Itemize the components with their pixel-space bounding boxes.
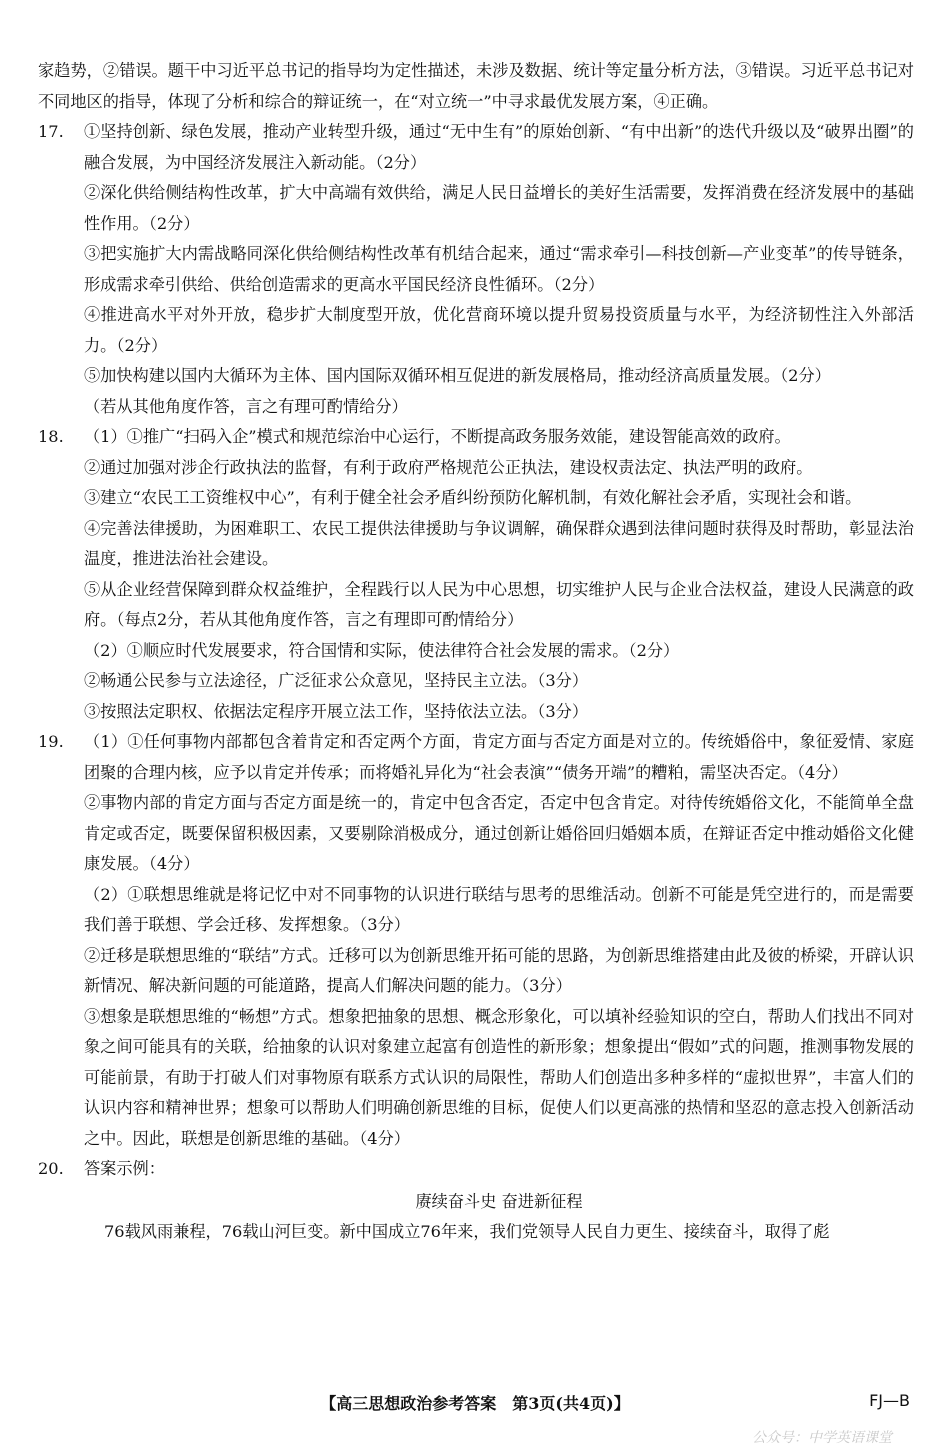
answer-content [38,56,914,1248]
scoring-note: （若从其他角度作答，言之有理可酌情给分） [84,396,408,416]
question-number: 20. [38,1159,64,1178]
answer-item: ②事物内部的肯定方面与否定方面是统一的，肯定中包含否定，否定中包含肯定。对待传统婚俗文化，不能简单全盘肯定或否定，既要保留积极因素，又要剔除消极成分，通过创新让婚俗回归婚姻本质，在辩证否定中推动婚俗文化健康发展。（4分） [84,793,914,873]
question-number: 19. [38,732,64,751]
answer-item: ③按照法定职权、依据法定程序开展立法工作，坚持依法立法。（3分） [84,701,589,721]
question-number: 18. [38,427,64,446]
question-number: 17. [38,122,64,141]
answer-item: ③把实施扩大内需战略同深化供给侧结构性改革有机结合起来，通过“需求牵引—科技创新—产业变革”的传导链条，形成需求牵引供给、供给创造需求的更高水平国民经济良性循环。（2分） [84,244,914,294]
page-footer [0,1391,950,1421]
answer-item: （1）①推广“扫码入企”模式和规范综治中心运行，不断提高政务服务效能，建设智能高效的政府。 [84,427,791,446]
answer-item: ④推进高水平对外开放，稳步扩大制度型开放，优化营商环境以提升贸易投资质量与水平，为经济韧性注入外部活力。（2分） [84,305,914,355]
answer-item: ①坚持创新、绿色发展，推动产业转型升级，通过“无中生有”的原始创新、“有中出新”的迭代升级以及“破界出圈”的融合发展，为中国经济发展注入新动能。（2分） [84,122,914,172]
answer-item: ③建立“农民工工资维权中心”，有利于健全社会矛盾纠纷预防化解机制，有效化解社会矛盾，实现社会和谐。 [84,488,862,507]
question-17 [38,117,914,178]
footer-code: FJ—B [869,1391,910,1410]
answer-item: （2）①联想思维就是将记忆中对不同事物的认识进行联结与思考的思维活动。创新不可能是凭空进行的，而是需要我们善于联想、学会迁移、发挥想象。（3分） [84,884,914,934]
question-18 [38,422,914,453]
answer-item: 答案示例： [84,1159,165,1178]
answer-item: ②通过加强对涉企行政执法的监督，有利于政府严格规范公正执法，建设权责法定、执法严明的政府。 [84,457,813,477]
answer-item: ⑤加快构建以国内大循环为主体、国内国际双循环相互促进的新发展格局，推动经济高质量发展。（2分） [84,366,831,385]
answer-item: ③想象是联想思维的“畅想”方式。想象把抽象的思想、概念形象化，可以填补经验知识的空白，帮助人们找出不同对象之间可能具有的关联，给抽象的认识对象建立起富有创造性的新形象；想象提出“假如”式的问题，推测事物发展的可能前景，有助于打破人们对事物原有联系方式认识的局限性，帮助人们创造出多种多样的“虚拟世界”，丰富人们的认识内容和精神世界；想象可以帮助人们明确创新思维的目标，促使人们以更高涨的热情和坚忍的意志投入创新活动之中。因此，联想是创新思维的基础。（4分） [84,1006,914,1148]
answer-item: ⑤从企业经营保障到群众权益维护，全程践行以人民为中心思想，切实维护人民与企业合法权益，建设人民满意的政府。（每点2分，若从其他角度作答，言之有理即可酌情给分） [84,579,914,629]
answer-item: ④完善法律援助，为困难职工、农民工提供法律援助与争议调解，确保群众遇到法律问题时获得及时帮助，彰显法治温度，推进法治社会建设。 [84,518,914,568]
answer-item: ②深化供给侧结构性改革，扩大中高端有效供给，满足人民日益增长的美好生活需要，发挥消费在经济发展中的基础性作用。（2分） [84,183,914,233]
answer-item: （2）①顺应时代发展要求，符合国情和实际，使法律符合社会发展的需求。（2分） [84,640,680,660]
question-19 [38,727,914,788]
answer-item: ②畅通公民参与立法途径，广泛征求公众意见，坚持民主立法。（3分） [84,671,589,690]
watermark: 公众号：中学英语课堂 [752,1430,892,1446]
answer-item: ②迁移是联想思维的“联结”方式。迁移可以为创新思维开拓可能的思路，为创新思维搭建由此及彼的桥梁，开辟认识新情况、解决新问题的可能道路，提高人们解决问题的能力。（3分） [84,945,914,995]
footer-title: 【高三思想政治参考答案 第3页(共4页)】 [320,1394,630,1413]
answer-item: （1）①任何事物内部都包含着肯定和否定两个方面，肯定方面与否定方面是对立的。传统婚俗中，象征爱情、家庭团聚的合理内核，应予以肯定并传承；而将婚礼异化为“社会表演”“债务开端”的糟粕，需坚决否定。（4分） [84,732,914,782]
intro-paragraph: 家趋势，②错误。题干中习近平总书记的指导均为定性描述，未涉及数据、统计等定量分析方法，③错误。习近平总书记对不同地区的指导，体现了分析和综合的辩证统一，在“对立统一”中寻求最优发展方案，④正确。 [38,61,914,111]
question-20 [38,1154,914,1185]
essay-paragraph: 76载风雨兼程，76载山河巨变。新中国成立76年来，我们党领导人民自力更生、接续奋斗，取得了彪 [104,1222,830,1241]
essay-title: 赓续奋斗史 奋进新征程 [415,1191,583,1211]
